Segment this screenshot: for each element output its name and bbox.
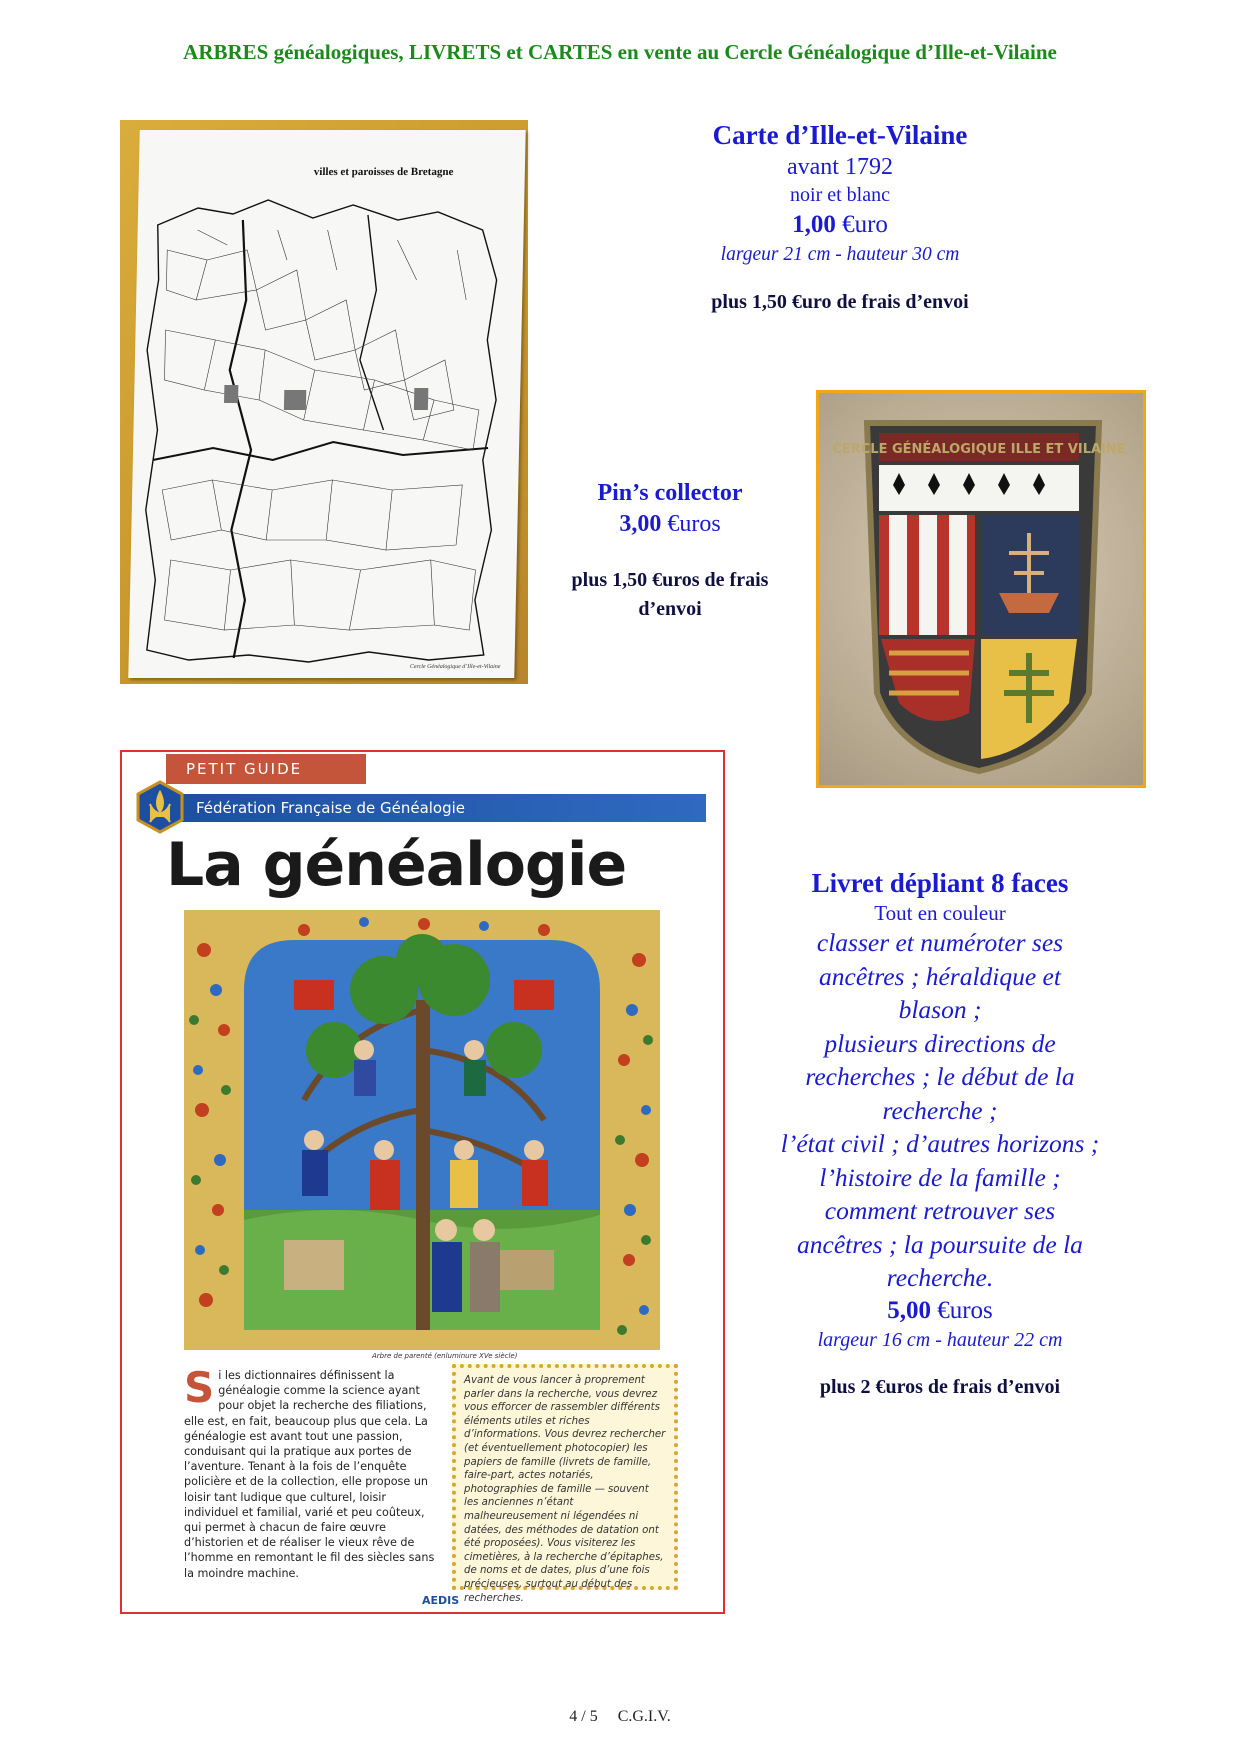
guide-body: i les dictionnaires définissent la généalogie comme la science ayant pour objet la recherche des filiations, elle est, en fait, beaucoup plus que cela. La généalogie est avant tout une passion, conduisant qui la pratique aux portes de l’aventure. Tenant à la fois de l’enquête policière et de la collection, elle propose un loisir tant ludique que culturel, loisir individuel et familial, varié et peu coûteux, qui permet à chacun de faire œuvre d’historien et de réaliser le vieux rêve de l’homme en remontant le fil des siècles sans la moindre machine.: [184, 1369, 435, 1580]
guide-intro-text: [184, 1363, 438, 1581]
page-footer: [0, 1708, 1240, 1726]
footer-org: C.G.I.V.: [617, 1708, 671, 1725]
livret-contents-line: recherches ; le début de la: [805, 1062, 1075, 1091]
dropcap: S: [184, 1363, 215, 1412]
pins-title: Pin’s collector: [597, 480, 743, 506]
livret-contents-line: recherche ;: [882, 1095, 998, 1125]
livret-currency: €uros: [937, 1296, 993, 1324]
carte-shipping: plus 1,50 €uro de frais d’envoi: [711, 291, 969, 313]
publisher-logo: AEDIS: [422, 1594, 460, 1607]
livret-contents-line: l’état civil ; d’autres horizons ;: [780, 1129, 1100, 1158]
page-header: ARBRES généalogiques, LIVRETS et CARTES en vente au Cercle Généalogique d’Ille-et-Vilaine: [183, 40, 1057, 64]
carte-period: avant 1792: [787, 154, 893, 180]
livret-price-line: [735, 1295, 1145, 1327]
pins-shipping-line1: plus 1,50 €uros de frais: [571, 569, 769, 591]
pins-price: 3,00: [619, 511, 662, 537]
pins-price-line: [520, 508, 820, 540]
livret-contents-line: l’histoire de la famille ;: [819, 1162, 1061, 1192]
livret-shipping: plus 2 €uros de frais d’envoi: [819, 1375, 1061, 1398]
illumination-image: [184, 910, 660, 1350]
livret-contents-line: blason ;: [898, 995, 982, 1024]
livret-subtitle: Tout en couleur: [874, 901, 1006, 925]
carte-price-line: [620, 208, 1060, 242]
carte-color: noir et blanc: [790, 184, 890, 206]
livret-contents-line: ancêtres ; la poursuite de la: [797, 1229, 1083, 1259]
pins-shipping-line2: d’envoi: [638, 598, 702, 620]
pin-badge-text: CERCLE GÉNÉALOGIQUE ILLE ET VILAINE: [832, 442, 1126, 457]
map-photo: [120, 120, 528, 684]
carte-price: 1,00: [792, 211, 836, 238]
guide-aside-box: Avant de vous lancer à proprement parler dans la recherche, vous devrez vous efforcer de rassembler différents éléments utiles et riches d’informations. Vous devrez rechercher (et éventuellement photocopier) les papiers de famille (livrets de famille, faire-part, actes notariés, photographies de famille — souvent les anciennes n’étant malheureusement ni légendées ni datées, des méthodes de datation ont été proposées). Vous visiterez les cimetières, à la recherche d’épitaphes, de noms et de dates, plus d’une fois précieuses, surtout au début des recherches.: [452, 1364, 678, 1590]
livret-contents-line: comment retrouver ses: [824, 1196, 1056, 1225]
guide-title: La généalogie: [166, 830, 627, 900]
petit-guide-tab: PETIT GUIDE: [166, 754, 366, 784]
pin-photo: [816, 390, 1146, 788]
livret-contents-line: classer et numéroter ses: [816, 928, 1064, 957]
carte-title: Carte d’Ille-et-Vilaine: [712, 120, 968, 150]
illustration-caption: Arbre de parenté (enluminure XVe siècle): [372, 1352, 518, 1360]
pin-badge: [819, 393, 1143, 785]
map-credit: Cercle Généalogique d’Ille-et-Vilaine: [409, 664, 501, 670]
guide-cover: [120, 750, 725, 1614]
livret-dimensions: largeur 16 cm - hauteur 22 cm: [817, 1328, 1063, 1351]
livret-contents-line: ancêtres ; héraldique et: [819, 961, 1061, 991]
federation-band: Fédération Française de Généalogie: [166, 794, 706, 822]
page-number: 4 / 5: [569, 1708, 598, 1725]
livret-contents: [735, 926, 1145, 1295]
livret-contents-line: plusieurs directions de: [824, 1028, 1056, 1058]
fleur-de-lis-icon: [136, 780, 184, 834]
map-title: villes et paroisses de Bretagne: [313, 166, 454, 178]
livret-title: Livret dépliant 8 faces: [811, 868, 1069, 898]
map-drawing: [128, 130, 525, 678]
map-sheet: [128, 130, 525, 678]
pins-currency: €uros: [667, 511, 721, 537]
livret-contents-line: recherche.: [886, 1263, 994, 1292]
carte-currency: €uro: [842, 211, 888, 238]
livret-info: [735, 866, 1145, 1399]
carte-dimensions: largeur 21 cm - hauteur 30 cm: [720, 244, 960, 265]
carte-info: [620, 118, 1060, 314]
pins-info: [520, 478, 820, 624]
livret-price: 5,00: [887, 1296, 931, 1324]
